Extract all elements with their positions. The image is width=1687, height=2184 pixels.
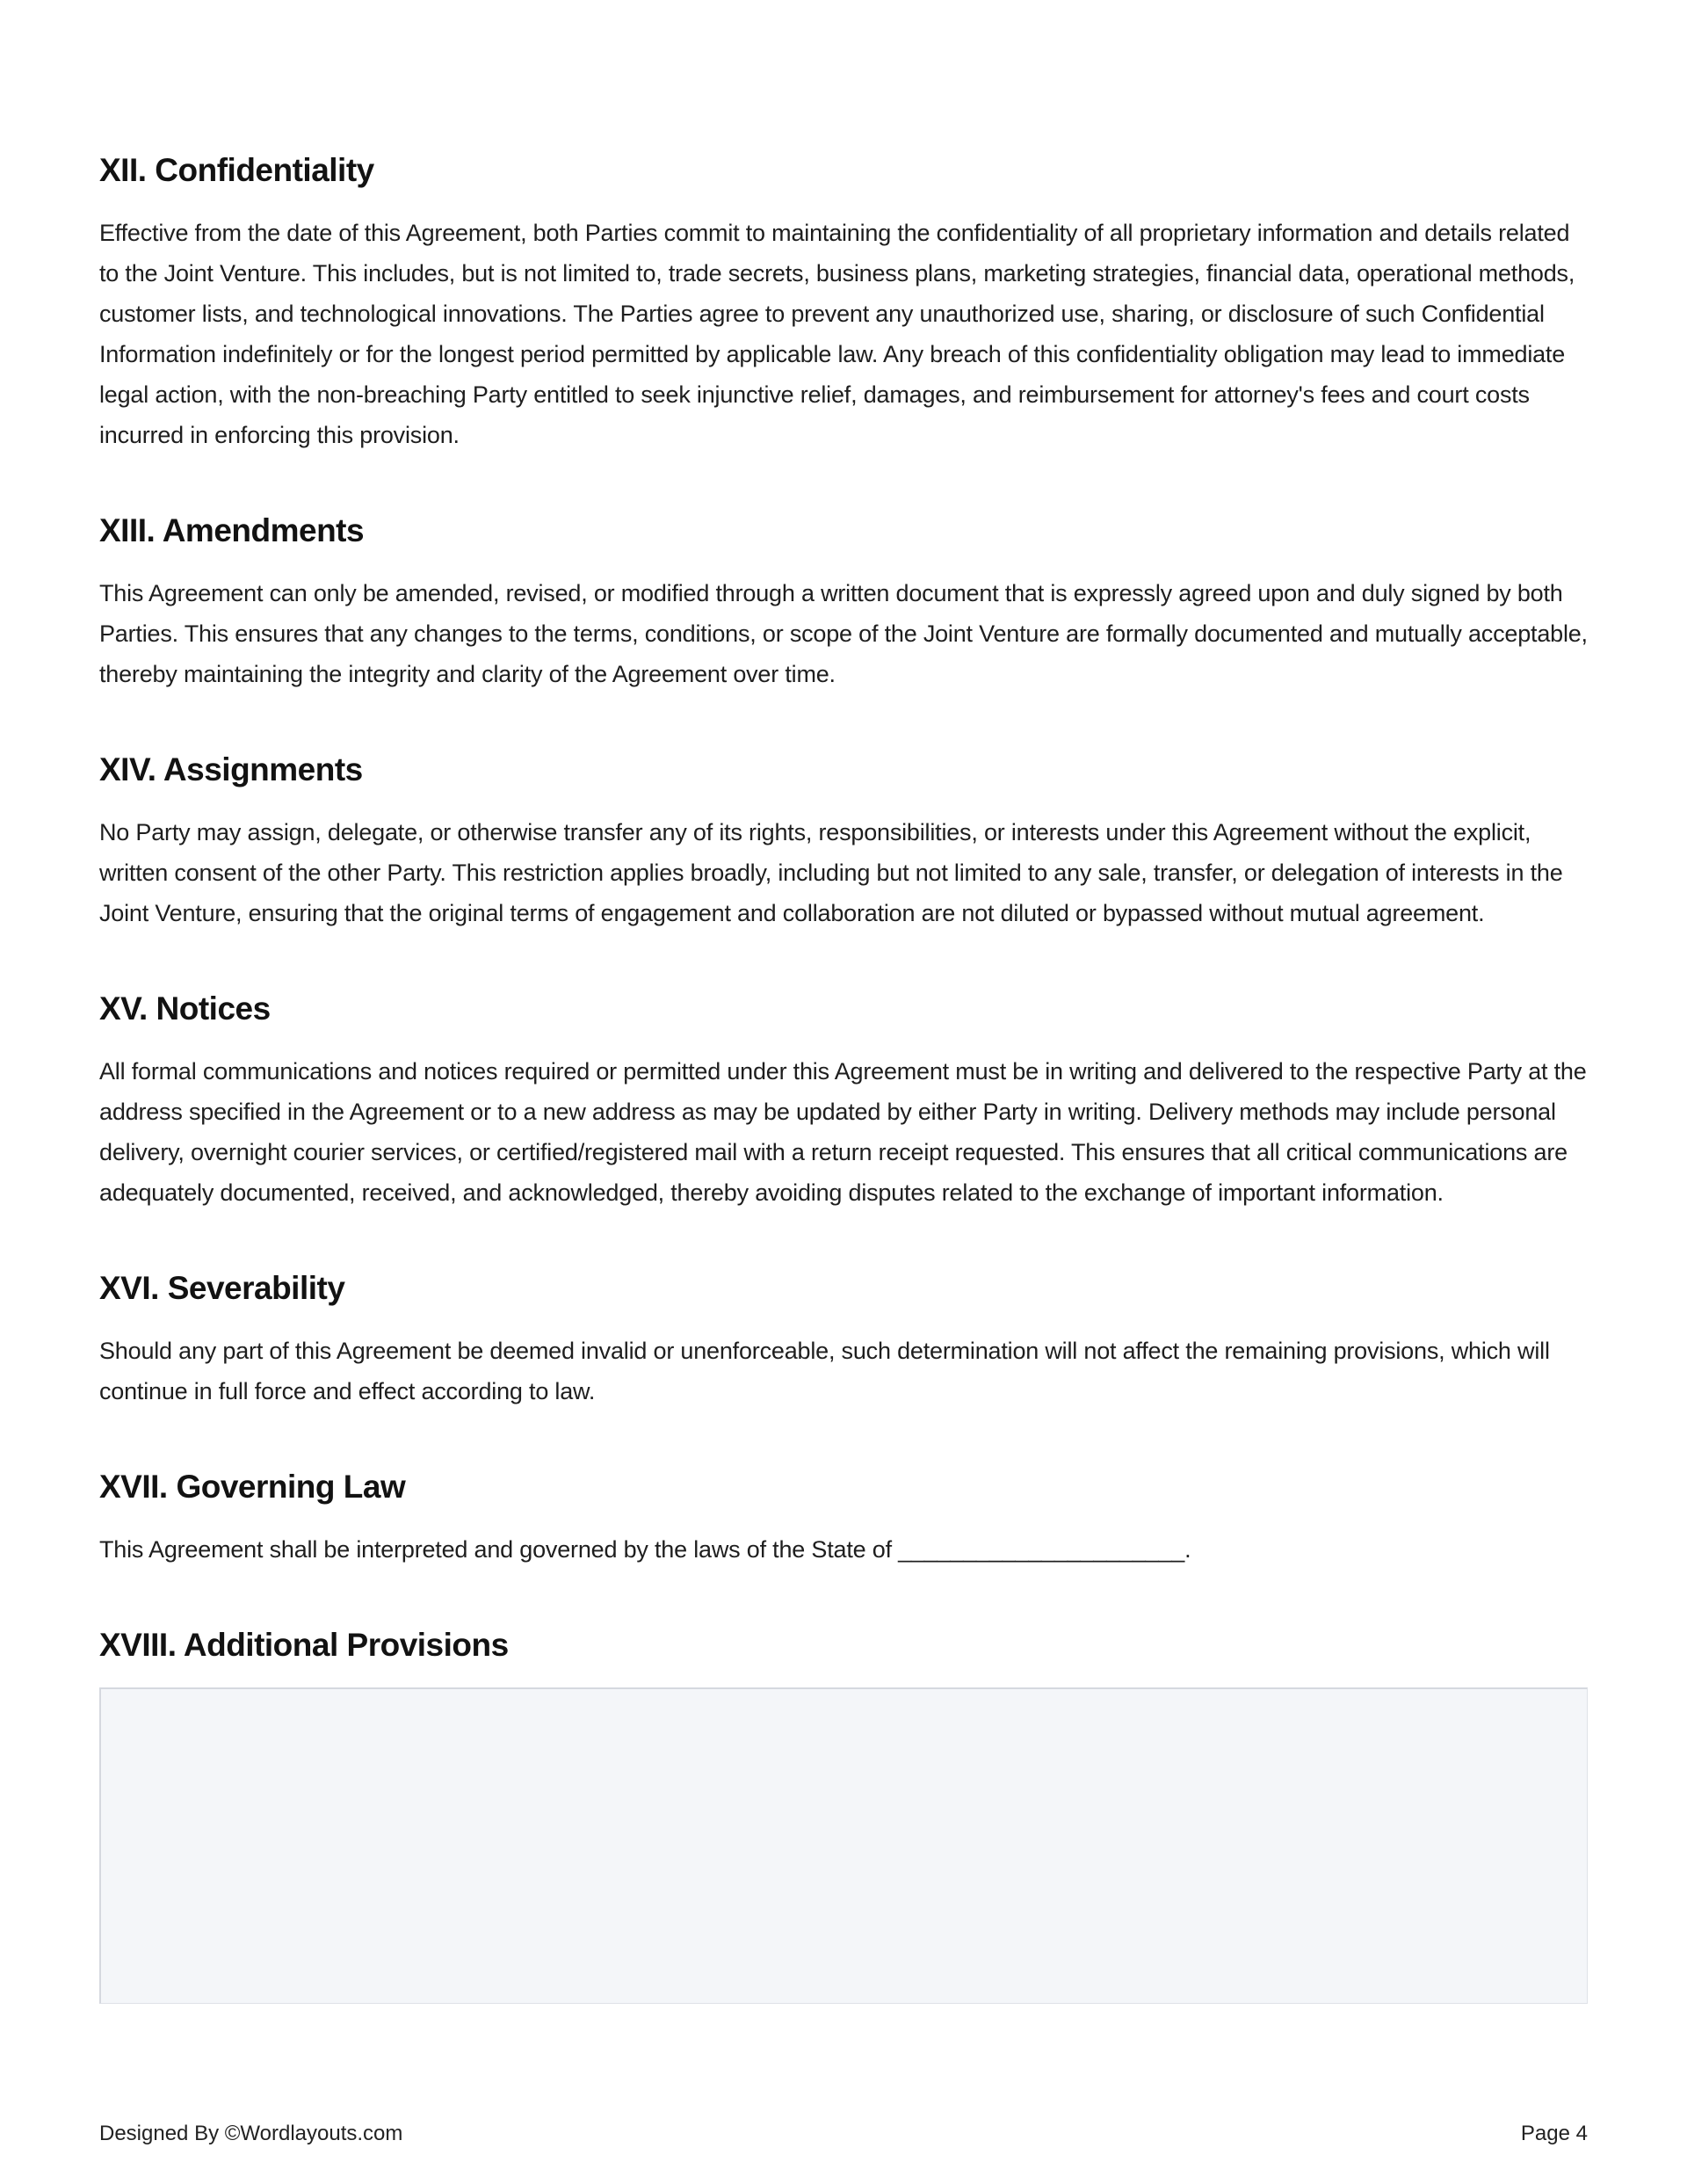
section-amendments (99, 510, 1588, 694)
additional-provisions-box[interactable] (99, 1687, 1588, 2004)
section-heading-assignments: XIV. Assignments (99, 751, 363, 787)
section-heading-notices: XV. Notices (99, 990, 271, 1027)
designed-by-credit: Designed By ©Wordlayouts.com (99, 2122, 403, 2145)
section-heading-additional-provisions: XVIII. Additional Provisions (99, 1627, 509, 1663)
section-heading-amendments: XIII. Amendments (99, 512, 365, 548)
section-body-notices: All formal communications and notices required or permitted under this Agreement must be in writing and delivered to the respective Party at the address specified in the Agreement or to a new address as may be updated by either Party in writing. Delivery methods may include personal delivery, overnight courier services, or certified/registered mail with a return receipt requested. This ensures that all critical communications are adequately documented, received, and acknowledged, thereby avoiding disputes related to the exchange of important information. (99, 1058, 1587, 1206)
section-body-confidentiality: Effective from the date of this Agreement, both Parties commit to maintaining the confidentiality of all proprietary information and details related to the Joint Venture. This includes, but is not limited to, trade secrets, business plans, marketing strategies, financial data, operational methods, customer lists, and technological innovations. The Parties agree to prevent any unauthorized use, sharing, or disclosure of such Confidential Information indefinitely or for the longest period permitted by applicable law. Any breach of this confidentiality obligation may lead to immediate legal action, with the non-breaching Party entitled to seek injunctive relief, damages, and reimbursement for attorney's fees and court costs incurred in enforcing this provision. (99, 220, 1575, 448)
section-body-governing-law: This Agreement shall be interpreted and governed by the laws of the State of ______________________. (99, 1536, 1191, 1563)
section-body-severability: Should any part of this Agreement be deemed invalid or unenforceable, such determination will not affect the remaining provisions, which will continue in full force and effect according to law. (99, 1338, 1550, 1404)
page-number: Page 4 (1520, 2122, 1588, 2145)
section-body-assignments: No Party may assign, delegate, or otherwise transfer any of its rights, responsibilities, or interests under this Agreement without the explicit, written consent of the other Party. This restriction applies broadly, including but not limited to any sale, transfer, or delegation of interests in the Joint Venture, ensuring that the original terms of engagement and collaboration are not diluted or bypassed without mutual agreement. (99, 819, 1563, 926)
section-notices (99, 988, 1588, 1213)
section-body-amendments: This Agreement can only be amended, revised, or modified through a written document that is expressly agreed upon and duly signed by both Parties. This ensures that any changes to the terms, conditions, or scope of the Joint Venture are formally documented and mutually acceptable, thereby maintaining the integrity and clarity of the Agreement over time. (99, 580, 1588, 687)
section-heading-confidentiality: XII. Confidentiality (99, 152, 374, 188)
section-governing-law (99, 1466, 1588, 1570)
section-severability (99, 1267, 1588, 1411)
section-heading-severability: XVI. Severability (99, 1270, 345, 1306)
section-heading-governing-law: XVII. Governing Law (99, 1469, 406, 1505)
section-confidentiality (99, 149, 1588, 455)
page-footer (99, 2121, 1588, 2147)
section-assignments (99, 749, 1588, 933)
section-additional-provisions (99, 1624, 1588, 2004)
